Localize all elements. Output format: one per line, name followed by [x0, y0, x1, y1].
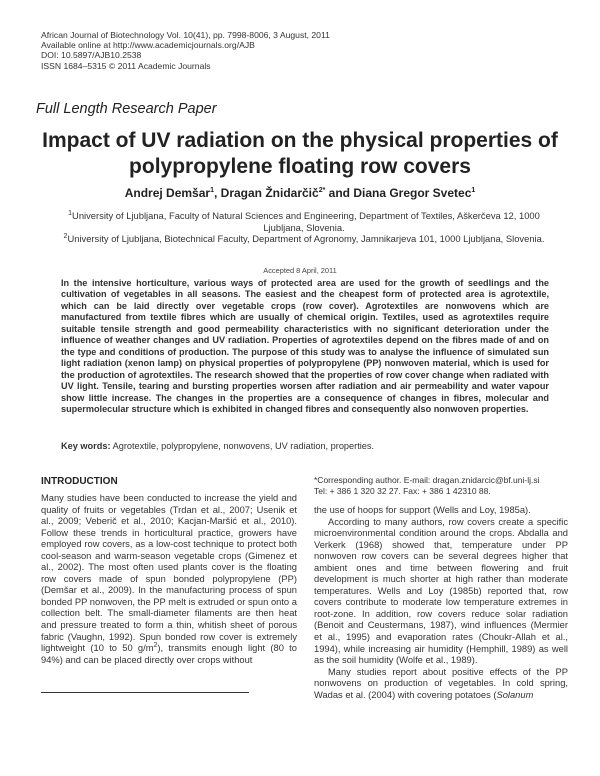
- journal-citation: African Journal of Biotechnology Vol. 10(41), pp. 7998-8006, 3 August, 2011: [41, 30, 330, 40]
- author-affiliation-mark: 2*: [318, 187, 326, 194]
- author-separator: and: [325, 186, 354, 200]
- keywords-label: Key words:: [61, 441, 111, 451]
- author-name: Dragan Žnidarčič: [220, 186, 319, 200]
- section-heading-introduction: INTRODUCTION: [41, 476, 118, 487]
- affiliations: [44, 210, 564, 245]
- journal-issn: ISSN 1684–5315 © 2011 Academic Journals: [41, 60, 211, 71]
- affiliation-1: $^1$University of Ljubljana, Faculty of Natural Sciences and Engineering, Department of Textiles, Aškerčeva 12, 1000: [68, 209, 540, 221]
- paragraph: Many studies report about positive effects of the PP nonwovens on production of vegetables. In cold spring, Wadas et al. (2004) with covering potatoes (Solanum: [314, 666, 568, 700]
- accepted-date: Accepted 8 April, 2011: [263, 266, 337, 275]
- paragraph: According to many authors, row covers create a specific microenvironmental condition around the crops. Abdalla and Verkerk (1968) showed that, temperature under PP nonwoven row covers can be several degrees higher that ambient ones and time between flowering and fruit development is much shorter at high rather than moderate temperatures. Wells and Loy (1985b) reported that, row covers contribute to moderate low temperature extremes in root-zone. In addition, row covers reduce solar radiation (Benoit and Ceustermans, 1987), wind influences (Mermier et al., 1995) and evaporation rates (Choukr-Allah et al., 1994), while increasing air humidity (Hemphill, 1989) as well as the soil humidity (Wolfe et al., 1989).: [314, 516, 568, 666]
- paper-title: [0, 128, 600, 180]
- author-affiliation-mark: 1: [471, 187, 476, 194]
- author-list: [0, 186, 600, 200]
- right-column-text: [314, 505, 568, 701]
- author-separator: ,: [213, 186, 221, 200]
- paragraph: Many studies have been conducted to increase the yield and quality of fruits or vegetables (Trdan et al., 2007; Usenik et al., 2009; Veberič et al., 2010; Kacjan-Maršić et al., 2010). Follow these trends in horticultural practice, growers have employed row covers, as a low-cost technique to protect both cool-season and warm-season vegetable crops (Gimenez et al., 2002). The most often used plants cover is the floating row covers made of spun bonded polypropylene (PP) (Demšar et al., 2009). In the manufacturing process of spun bonded PP nonwoven, the PP melt is extruded or spun onto a collection belt. The small-diameter filaments are then heat and pressure treated to form a thin, whitish sheet of porous fabric (Vaughn, 1992). Spun bonded row cover is extremely lightweight (10 to 50 $g/m^2$), transmits enough light (80 to 94%) and can be placed directly over crops without: [41, 493, 297, 665]
- corresponding-author-email: *Corresponding author. E-mail: dragan.znidarcic@bf.uni-lj.si: [314, 475, 540, 485]
- title-line-2: polypropylene floating row covers: [129, 155, 471, 178]
- paper-type: Full Length Research Paper: [36, 101, 217, 117]
- corresponding-author-phone: Tel: + 386 1 320 32 27. Fax: + 386 1 42310 88.: [314, 486, 491, 497]
- affiliation-2: $^2$University of Ljubljana, Biotechnical Faculty, Department of Agronomy, Jamnikarjeva 101, 1000 Ljubljana, Slovenia.: [63, 233, 545, 245]
- keywords: [61, 441, 374, 451]
- keywords-text: Agrotextile, polypropylene, nonwovens, UV radiation, properties.: [110, 441, 375, 451]
- author-affiliation-mark: 1: [210, 187, 214, 194]
- footnote-divider: [41, 692, 249, 693]
- paragraph: the use of hoops for support (Wells and Loy, 1985a).: [314, 505, 531, 515]
- author-name: Andrej Demšar: [124, 186, 211, 200]
- author-name: Diana Gregor Svetec: [353, 186, 472, 200]
- title-line-1: Impact of UV radiation on the physical properties of: [42, 129, 558, 152]
- journal-doi: DOI: 10.5897/AJB10.2538: [41, 50, 142, 61]
- abstract: In the intensive horticulture, various ways of protected area are used for the growth of seedlings and the cultivation of vegetables in all seasons. The easiest and the cheapest form of protected area is agrotextile, which can be laid directly over vegetable crops (row cover). Agrotextiles are nonwovens which are manufactured from textile fibres which are usually of chemical origin. Textiles, used as agrotextiles require suitable tensile strength and good permeability characteristics with no significant deterioration under the influence of weather changes and UV radiation. Properties of agrotextiles depend on the fibres made of and on the type and conditions of production. The purpose of this study was to analyse the influence of simulated sun light radiation (xenon lamp) on physical properties of polypropylene (PP) nonwoven material, which is used for the production of agrotextiles. The research showed that the properties of row cover change when radiated with UV light. Tensile, tearing and bursting properties worsen after radiation and air permeability and water vapour show little increase. The changes in the properties are a consequence of changes in fibres, molecular and supermolecular structure which is exhibited in changed fibres and consequently also nonwoven properties.: [61, 278, 549, 414]
- affiliation-1-cont: Ljubljana, Slovenia.: [263, 221, 345, 233]
- journal-online-link[interactable]: Available online at http://www.academicjournals.org/AJB: [41, 40, 255, 51]
- journal-header: [41, 30, 330, 71]
- corresponding-author-note: [314, 475, 540, 497]
- left-column-text: [41, 493, 297, 666]
